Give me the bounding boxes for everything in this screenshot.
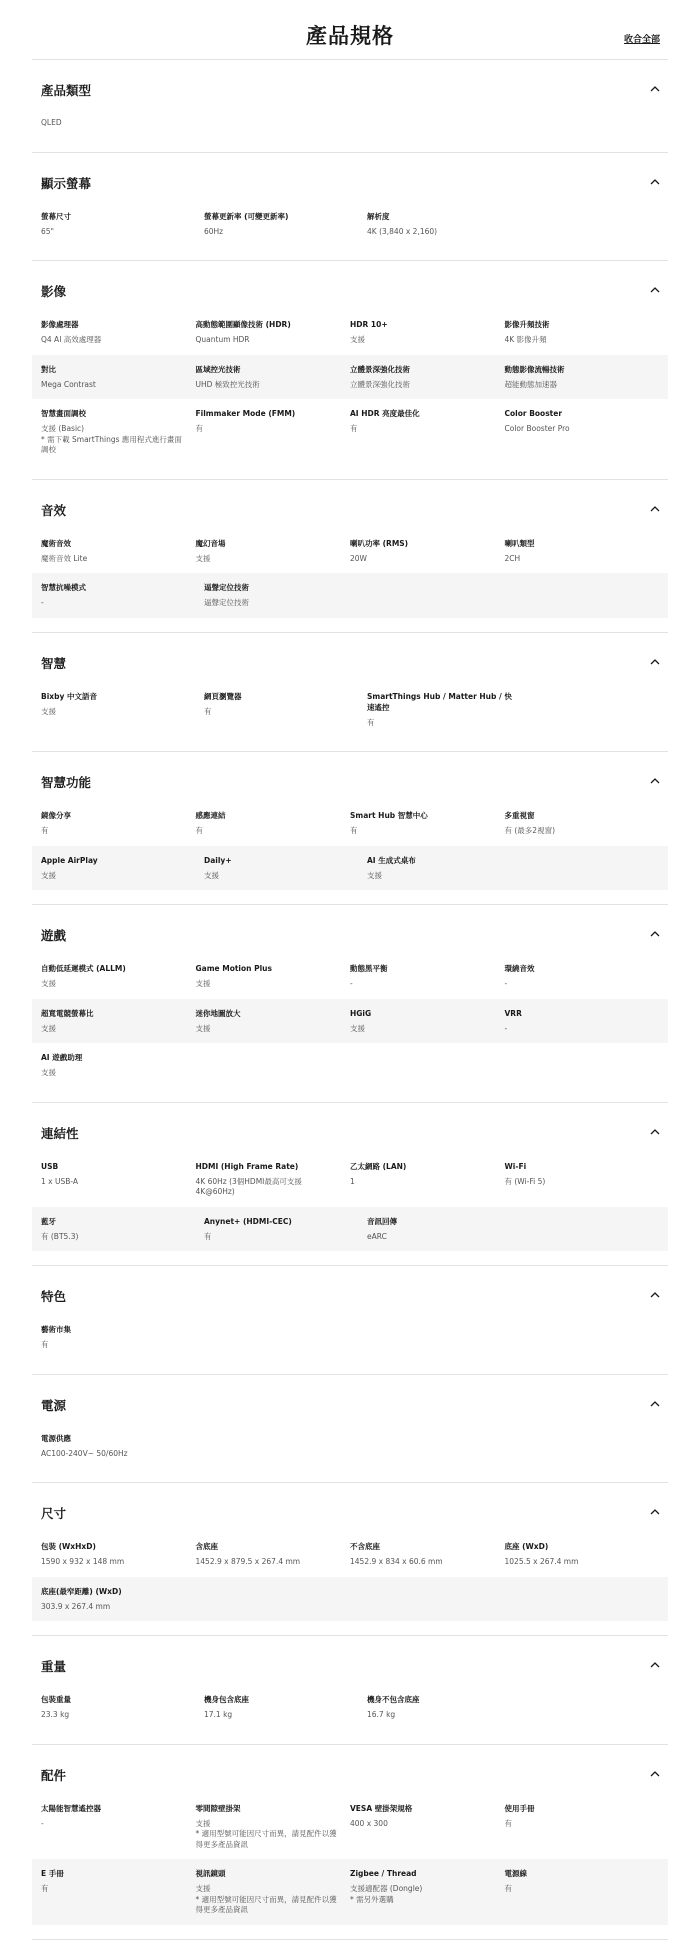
spec-section bbox=[32, 1745, 668, 1940]
spec-value: Quantum HDR bbox=[195, 335, 250, 344]
spec-value: 有 bbox=[204, 1231, 212, 1241]
spec-value: 60Hz bbox=[204, 226, 224, 236]
spec-item bbox=[41, 691, 204, 729]
spec-item bbox=[41, 319, 196, 346]
spec-item bbox=[204, 582, 367, 609]
spec-section bbox=[32, 1103, 668, 1267]
spec-label: 感應連結 bbox=[195, 811, 226, 820]
spec-row bbox=[32, 1577, 668, 1622]
spec-label: 零間隙壁掛架 bbox=[195, 1803, 241, 1813]
spec-value: 4K (3,840 x 2,160) bbox=[367, 226, 438, 236]
spec-label: Daily+ bbox=[204, 855, 232, 865]
spec-value: 1 bbox=[350, 1176, 355, 1186]
spec-label: AI HDR 亮度最佳化 bbox=[350, 409, 420, 418]
spec-item bbox=[204, 1694, 367, 1721]
spec-value: 支援適配器 (Dongle) * 需另外選購 bbox=[350, 1884, 423, 1904]
spec-label: 電源線 bbox=[504, 1869, 527, 1878]
spec-value: 支援 bbox=[195, 1023, 211, 1033]
section-title: 尺寸 bbox=[41, 1506, 67, 1521]
spec-label: 不含底座 bbox=[350, 1542, 380, 1551]
spec-item bbox=[505, 1008, 660, 1035]
spec-item bbox=[41, 1008, 196, 1035]
section-title: 產品類型 bbox=[41, 83, 92, 98]
spec-item bbox=[41, 1433, 204, 1460]
spec-item bbox=[196, 408, 351, 456]
spec-label: 魔術音效 bbox=[41, 538, 71, 548]
spec-item bbox=[367, 1694, 530, 1721]
spec-row bbox=[32, 1537, 668, 1577]
spec-item bbox=[350, 1161, 505, 1198]
section-title: 音效 bbox=[41, 502, 67, 518]
spec-item bbox=[505, 1161, 660, 1198]
spec-value: eARC bbox=[367, 1231, 387, 1241]
spec-value: 支援 bbox=[195, 979, 211, 988]
spec-row bbox=[32, 1320, 668, 1360]
spec-value: - bbox=[41, 598, 44, 607]
spec-item bbox=[41, 408, 196, 456]
spec-item bbox=[350, 319, 505, 346]
spec-row bbox=[32, 534, 668, 574]
spec-label: 環繞音效 bbox=[504, 964, 535, 973]
spec-value: UHD 極致控光技術 bbox=[195, 379, 260, 389]
collapse-all-button[interactable]: 收合全部 bbox=[623, 35, 660, 45]
spec-label: 視訊鏡頭 bbox=[195, 1869, 226, 1878]
spec-value: 1 x USB-A bbox=[41, 1176, 79, 1186]
spec-label: 立體景深強化技術 bbox=[350, 364, 410, 374]
spec-value: 支援 bbox=[41, 1068, 56, 1077]
spec-value: 2CH bbox=[504, 553, 521, 563]
spec-label: 機身包含底座 bbox=[204, 1695, 249, 1704]
section-body bbox=[32, 675, 668, 752]
spec-row bbox=[32, 1859, 668, 1925]
chevron-up-icon[interactable] bbox=[650, 1508, 660, 1518]
spec-value: 20W bbox=[350, 553, 367, 563]
spec-item bbox=[204, 855, 367, 882]
spec-label: E 手冊 bbox=[41, 1869, 64, 1878]
section-title: 配件 bbox=[41, 1767, 67, 1783]
spec-item bbox=[350, 963, 505, 990]
spec-label: 逼聲定位技術 bbox=[204, 583, 249, 592]
spec-item bbox=[196, 1008, 351, 1035]
chevron-up-icon[interactable] bbox=[650, 1770, 660, 1780]
section-title: 遊戲 bbox=[41, 928, 67, 943]
spec-label: 太陽能智慧遙控器 bbox=[41, 1803, 101, 1813]
spec-section bbox=[32, 261, 668, 480]
spec-item bbox=[204, 211, 367, 238]
spec-value: 有 bbox=[41, 1340, 49, 1349]
section-title: 智慧 bbox=[41, 655, 67, 671]
spec-item bbox=[41, 1324, 204, 1351]
spec-label: 影像升頻技術 bbox=[504, 320, 550, 329]
spec-item bbox=[505, 408, 660, 456]
spec-label: HGiG bbox=[350, 1008, 372, 1018]
spec-item bbox=[505, 1868, 660, 1916]
spec-value: 魔術音效 Lite bbox=[41, 553, 88, 563]
spec-label: 動態黑平衡 bbox=[350, 964, 388, 973]
spec-item bbox=[41, 538, 196, 565]
section-title: 顯示螢幕 bbox=[41, 175, 92, 191]
spec-item bbox=[41, 963, 196, 990]
spec-item bbox=[41, 1868, 196, 1916]
section-body bbox=[32, 303, 668, 479]
section-header[interactable] bbox=[32, 60, 668, 102]
spec-label: 多重視窗 bbox=[504, 811, 535, 820]
spec-section bbox=[32, 1375, 668, 1484]
spec-value: 303.9 x 267.4 mm bbox=[41, 1601, 111, 1611]
spec-label: 喇叭類型 bbox=[504, 538, 535, 548]
spec-label: SmartThings Hub / Matter Hub / 快速遙控 bbox=[367, 691, 512, 712]
spec-value: 16.7 kg bbox=[367, 1710, 396, 1719]
section-body bbox=[32, 1145, 668, 1266]
spec-item bbox=[350, 810, 505, 837]
section-header[interactable] bbox=[32, 1745, 668, 1787]
spec-row bbox=[32, 399, 668, 465]
spec-value: QLED bbox=[41, 118, 62, 127]
spec-label: 自動低延遲模式 (ALLM) bbox=[41, 964, 126, 973]
section-header[interactable] bbox=[32, 480, 668, 522]
spec-label: 動態影像流暢技術 bbox=[504, 364, 565, 374]
spec-label: 螢幕更新率 (可變更新率) bbox=[204, 211, 289, 221]
spec-label: HDMI (High Frame Rate) bbox=[195, 1161, 299, 1171]
spec-item bbox=[196, 963, 351, 990]
spec-value: 有 bbox=[367, 717, 375, 727]
section-body bbox=[32, 794, 668, 904]
spec-item bbox=[41, 211, 204, 238]
spec-row bbox=[32, 355, 668, 400]
spec-row bbox=[32, 1690, 668, 1730]
spec-item bbox=[41, 1216, 204, 1243]
spec-row bbox=[32, 315, 668, 355]
spec-label: VRR bbox=[504, 1008, 522, 1018]
section-title: 智慧功能 bbox=[41, 775, 92, 790]
spec-value: AC100-240V~ 50/60Hz bbox=[41, 1448, 128, 1458]
spec-value: 17.1 kg bbox=[204, 1710, 233, 1719]
spec-row bbox=[32, 999, 668, 1044]
spec-item bbox=[204, 1216, 367, 1243]
chevron-up-icon[interactable] bbox=[650, 658, 660, 668]
spec-label: 迷你地圖放大 bbox=[195, 1008, 241, 1018]
section-header[interactable] bbox=[32, 1636, 668, 1678]
spec-header bbox=[32, 0, 668, 60]
spec-value: 支援 bbox=[350, 335, 365, 344]
section-header[interactable] bbox=[32, 633, 668, 675]
spec-label: USB bbox=[41, 1161, 59, 1171]
spec-item bbox=[41, 1803, 196, 1851]
spec-item bbox=[350, 408, 505, 456]
spec-value: 超能動態加速器 bbox=[504, 379, 557, 389]
spec-value: 65" bbox=[41, 226, 54, 236]
spec-row bbox=[32, 207, 668, 247]
spec-item bbox=[505, 538, 660, 565]
section-body bbox=[32, 1308, 668, 1374]
spec-label: Filmmaker Mode (FMM) bbox=[195, 409, 296, 418]
spec-item bbox=[505, 364, 660, 391]
section-title: 特色 bbox=[41, 1289, 67, 1304]
spec-label: 鏡像分享 bbox=[41, 811, 71, 820]
spec-value: 4K 影像升頻 bbox=[504, 335, 547, 344]
spec-item bbox=[41, 118, 204, 129]
spec-value: 1452.9 x 879.5 x 267.4 mm bbox=[195, 1557, 301, 1566]
spec-value: Mega Contrast bbox=[41, 379, 96, 389]
spec-row bbox=[32, 687, 668, 738]
spec-value: 支援 bbox=[41, 706, 56, 716]
spec-value: 有 bbox=[41, 1884, 49, 1893]
spec-label: 音訊回傳 bbox=[367, 1216, 397, 1226]
spec-label: 使用手冊 bbox=[504, 1803, 535, 1813]
spec-value: 有 bbox=[195, 424, 203, 433]
spec-label: Color Booster bbox=[504, 409, 563, 418]
spec-value: 有 bbox=[204, 706, 212, 716]
spec-label: 乙太網路 (LAN) bbox=[350, 1161, 407, 1171]
spec-label: 高動態範圍顯像技術 (HDR) bbox=[195, 320, 291, 329]
spec-value: 支援 bbox=[41, 1023, 56, 1033]
spec-item bbox=[367, 1216, 530, 1243]
spec-label: 超寬電競螢幕比 bbox=[41, 1008, 94, 1018]
spec-value: 23.3 kg bbox=[41, 1710, 70, 1719]
spec-label: 電源供應 bbox=[41, 1433, 71, 1443]
spec-label: 解析度 bbox=[367, 211, 390, 221]
spec-item bbox=[196, 319, 351, 346]
spec-item bbox=[350, 1541, 505, 1568]
spec-label: Anynet+ (HDMI-CEC) bbox=[204, 1216, 292, 1226]
spec-value: - bbox=[504, 1023, 508, 1033]
spec-item bbox=[505, 1541, 660, 1568]
spec-label: 智慧抗噪模式 bbox=[41, 583, 86, 592]
spec-value: 有 bbox=[195, 826, 203, 835]
spec-item bbox=[505, 319, 660, 346]
spec-row bbox=[32, 1157, 668, 1207]
spec-row bbox=[32, 1043, 668, 1088]
spec-value: Q4 AI 高效處理器 bbox=[41, 335, 102, 344]
section-body bbox=[32, 195, 668, 261]
spec-item bbox=[505, 1803, 660, 1851]
spec-label: 螢幕尺寸 bbox=[41, 211, 71, 221]
page-title: 產品規格 bbox=[306, 24, 394, 48]
spec-section bbox=[32, 1483, 668, 1636]
spec-label: 影像處理器 bbox=[41, 320, 79, 329]
spec-label: VESA 壁掛架規格 bbox=[350, 1803, 413, 1813]
spec-label: Apple AirPlay bbox=[41, 855, 98, 865]
spec-section bbox=[32, 905, 668, 1103]
spec-label: Bixby 中文語音 bbox=[41, 691, 97, 701]
chevron-up-icon[interactable] bbox=[650, 930, 660, 940]
spec-item bbox=[350, 538, 505, 565]
spec-value: 有 (Wi-Fi 5) bbox=[504, 1176, 546, 1186]
spec-label: 喇叭功率 (RMS) bbox=[350, 538, 409, 548]
chevron-up-icon[interactable] bbox=[650, 1128, 660, 1138]
spec-item bbox=[41, 1161, 196, 1198]
spec-section bbox=[32, 752, 668, 905]
chevron-up-icon[interactable] bbox=[650, 286, 660, 296]
spec-label: Wi-Fi bbox=[504, 1161, 527, 1171]
spec-label: 含底座 bbox=[195, 1542, 218, 1551]
spec-label: Zigbee / Thread bbox=[350, 1869, 417, 1878]
spec-value: 4K 60Hz (3個HDMI最高可支援4K@60Hz) bbox=[195, 1176, 302, 1196]
spec-value: Color Booster Pro bbox=[504, 424, 570, 433]
spec-label: 包裝重量 bbox=[41, 1695, 71, 1704]
spec-label: Smart Hub 智慧中心 bbox=[350, 811, 428, 820]
spec-value: 支援 bbox=[367, 870, 382, 880]
spec-row bbox=[32, 1799, 668, 1860]
chevron-up-icon[interactable] bbox=[650, 505, 660, 515]
chevron-up-icon[interactable] bbox=[650, 1291, 660, 1301]
spec-section bbox=[32, 153, 668, 262]
spec-label: HDR 10+ bbox=[350, 320, 388, 329]
spec-value: 有 (最多2視窗) bbox=[504, 826, 556, 835]
section-header[interactable] bbox=[32, 1483, 668, 1525]
spec-row bbox=[32, 1207, 668, 1252]
spec-item bbox=[196, 1868, 351, 1916]
spec-item bbox=[41, 364, 196, 391]
section-header[interactable] bbox=[32, 905, 668, 947]
spec-value: 支援 * 適用型號可能因尺寸而異，請見配件以獲得更多產品資訊 bbox=[195, 1818, 337, 1849]
spec-value: 立體景深強化技術 bbox=[350, 379, 410, 389]
spec-value: 支援 (Basic) * 需下載 SmartThings 應用程式進行畫面調校 bbox=[41, 424, 182, 454]
spec-item bbox=[196, 1541, 351, 1568]
spec-label: 藝術市集 bbox=[41, 1325, 71, 1334]
spec-value: 有 bbox=[350, 424, 358, 433]
spec-section bbox=[32, 480, 668, 633]
spec-item bbox=[350, 1803, 505, 1851]
spec-section bbox=[32, 60, 668, 153]
chevron-up-icon[interactable] bbox=[650, 777, 660, 787]
section-title: 電源 bbox=[41, 1397, 67, 1413]
section-header[interactable] bbox=[32, 1375, 668, 1417]
chevron-up-icon[interactable] bbox=[650, 1661, 660, 1671]
section-body bbox=[32, 1678, 668, 1744]
spec-value: 有 bbox=[504, 1884, 512, 1893]
spec-row bbox=[32, 1429, 668, 1469]
spec-item bbox=[350, 1868, 505, 1916]
chevron-up-icon[interactable] bbox=[650, 178, 660, 188]
spec-item bbox=[196, 538, 351, 565]
spec-item bbox=[196, 1803, 351, 1851]
spec-item bbox=[505, 963, 660, 990]
spec-label: 魔幻音場 bbox=[195, 538, 226, 548]
spec-section bbox=[32, 1266, 668, 1375]
section-title: 重量 bbox=[41, 1659, 67, 1674]
spec-label: 機身不包含底座 bbox=[367, 1695, 420, 1704]
spec-label: 區域控光技術 bbox=[195, 364, 241, 374]
spec-row bbox=[32, 959, 668, 999]
spec-label: 包裝 (WxHxD) bbox=[41, 1542, 96, 1551]
spec-item bbox=[41, 582, 204, 609]
section-body bbox=[32, 102, 668, 152]
spec-item bbox=[350, 1008, 505, 1035]
chevron-up-icon[interactable] bbox=[650, 85, 660, 95]
spec-value: 1452.9 x 834 x 60.6 mm bbox=[350, 1557, 443, 1566]
section-title: 影像 bbox=[41, 284, 67, 299]
spec-item bbox=[367, 855, 530, 882]
spec-value: 400 x 300 bbox=[350, 1818, 388, 1828]
section-body bbox=[32, 947, 668, 1102]
spec-item bbox=[196, 364, 351, 391]
section-header[interactable] bbox=[32, 153, 668, 195]
spec-label: 底座(最窄距離) (WxD) bbox=[41, 1586, 122, 1596]
spec-section bbox=[32, 1636, 668, 1745]
spec-value: - bbox=[350, 979, 353, 988]
spec-item bbox=[41, 1586, 204, 1613]
spec-item bbox=[196, 810, 351, 837]
spec-label: 智慧畫面調校 bbox=[41, 409, 86, 418]
section-title: 連結性 bbox=[41, 1125, 79, 1141]
section-body bbox=[32, 1417, 668, 1483]
spec-row bbox=[32, 846, 668, 891]
spec-item bbox=[41, 1694, 204, 1721]
spec-value: 支援 bbox=[41, 979, 56, 988]
spec-item bbox=[367, 211, 530, 238]
spec-item bbox=[204, 691, 367, 729]
section-header[interactable] bbox=[32, 1103, 668, 1145]
spec-item bbox=[41, 810, 196, 837]
spec-value: 1590 x 932 x 148 mm bbox=[41, 1557, 125, 1566]
section-body bbox=[32, 1787, 668, 1939]
section-body bbox=[32, 1525, 668, 1635]
section-body bbox=[32, 522, 668, 632]
spec-label: Game Motion Plus bbox=[195, 964, 272, 973]
spec-value: 支援 bbox=[204, 870, 219, 880]
spec-value: - bbox=[41, 1818, 44, 1828]
spec-label: 底座 (WxD) bbox=[504, 1542, 549, 1551]
spec-item bbox=[505, 810, 660, 837]
spec-row bbox=[32, 573, 668, 618]
spec-value: 有 bbox=[350, 826, 358, 835]
spec-label: 藍牙 bbox=[41, 1216, 56, 1226]
spec-item bbox=[41, 1052, 204, 1079]
spec-value: 1025.5 x 267.4 mm bbox=[504, 1557, 579, 1566]
spec-value: 逼聲定位技術 bbox=[204, 598, 249, 607]
spec-value: - bbox=[504, 979, 508, 988]
spec-value: 支援 * 適用型號可能因尺寸而異，請見配件以獲得更多產品資訊 bbox=[195, 1884, 337, 1914]
spec-item bbox=[367, 691, 530, 729]
spec-value: 有 bbox=[41, 826, 49, 835]
spec-value: 支援 bbox=[350, 1023, 365, 1033]
spec-value: 有 bbox=[504, 1818, 512, 1828]
spec-label: 網頁瀏覽器 bbox=[204, 691, 242, 701]
spec-value: 有 (BT5.3) bbox=[41, 1231, 79, 1241]
spec-label: AI 生成式桌布 bbox=[367, 855, 416, 865]
spec-item bbox=[350, 364, 505, 391]
spec-value: 支援 bbox=[195, 553, 211, 563]
section-header[interactable] bbox=[32, 1266, 668, 1308]
spec-value: 支援 bbox=[41, 870, 56, 880]
spec-item bbox=[196, 1161, 351, 1198]
spec-label: 對比 bbox=[41, 364, 56, 374]
spec-label: AI 遊戲助理 bbox=[41, 1053, 83, 1062]
section-header[interactable] bbox=[32, 752, 668, 794]
spec-row bbox=[32, 114, 668, 138]
spec-section bbox=[32, 633, 668, 753]
section-header[interactable] bbox=[32, 261, 668, 303]
spec-row bbox=[32, 806, 668, 846]
spec-item bbox=[41, 855, 204, 882]
chevron-up-icon[interactable] bbox=[650, 1400, 660, 1410]
spec-sections bbox=[0, 60, 700, 1940]
spec-item bbox=[41, 1541, 196, 1568]
